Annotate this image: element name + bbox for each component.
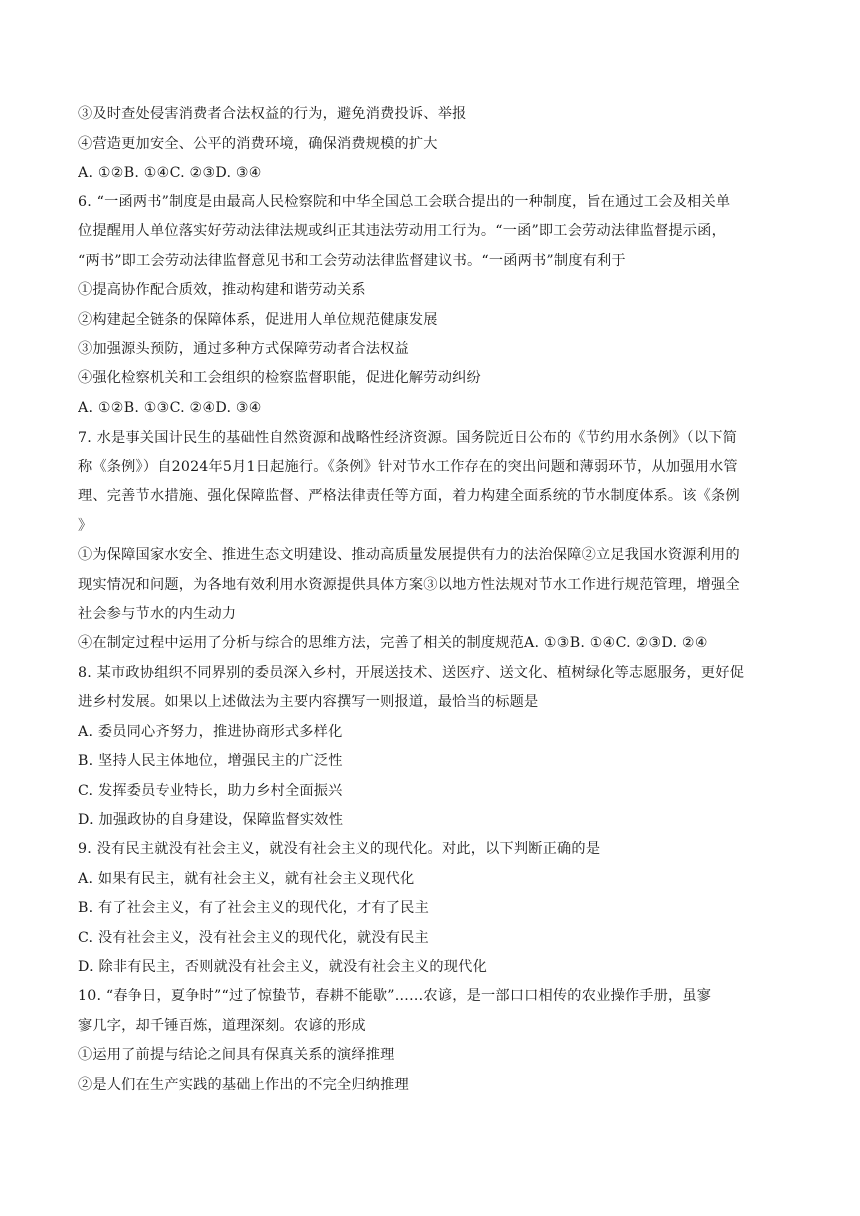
text-line: ①为保障国家水安全、推进生态文明建设、推动高质量发展提供有力的法治保障②立足我国水资源利用的 (78, 547, 740, 563)
text-line: 现实情况和问题，为各地有效利用水资源提供具体方案③以地方性法规对节水工作进行规范管理，增强全 (78, 577, 740, 593)
option-c: C. 发挥委员专业特长，助力乡村全面振兴 (78, 783, 343, 799)
text-line: ③及时查处侵害消费者合法权益的行为，避免消费投诉、举报 (78, 106, 467, 122)
answer-options: A. ①②B. ①③C. ②④D. ③④ (78, 400, 262, 416)
text-line: 称《条例》）自2024年5月1日起施行。《条例》针对节水工作存在的突出问题和薄弱环节，从加强用水管 (78, 459, 738, 475)
text-line: 社会参与节水的内生动力 (78, 606, 237, 622)
text-line: 》 (78, 518, 93, 534)
option-a: A. 如果有民主，就有社会主义，就有社会主义现代化 (78, 871, 415, 887)
text-line: ④营造更加安全、公平的消费环境，确保消费规模的扩大 (78, 136, 438, 152)
question-8: 8. 某市政协组织不同界别的委员深入乡村，开展送技术、送医疗、送文化、植树绿化等志愿服务，更好促 (78, 665, 745, 681)
option-b: B. 有了社会主义，有了社会主义的现代化，才有了民主 (78, 900, 429, 916)
text-line: 理、完善节水措施、强化保障监督、严格法律责任等方面，着力构建全面系统的节水制度体系。该《条例 (78, 488, 740, 504)
question-6: 6. “一函两书”制度是由最高人民检察院和中华全国总工会联合提出的一种制度，旨在通过工会及相关单 (78, 194, 731, 210)
text-line: 进乡村发展。如果以上述做法为主要内容撰写一则报道，最恰当的标题是 (78, 694, 539, 710)
text-line: ④在制定过程中运用了分析与综合的思维方法，完善了相关的制度规范A. ①③B. ①④C. ②③D. ②④ (78, 635, 708, 651)
text-line: 寥几字，却千锤百炼，道理深刻。农谚的形成 (78, 1018, 366, 1034)
text-line: ①提高协作配合质效，推动构建和谐劳动关系 (78, 282, 366, 298)
question-9: 9. 没有民主就没有社会主义，就没有社会主义的现代化。对此，以下判断正确的是 (78, 841, 601, 857)
text-line: “两书”即工会劳动法律监督意见书和工会劳动法律监督建议书。“一函两书”制度有利于 (78, 253, 626, 269)
question-7: 7. 水是事关国计民生的基础性自然资源和战略性经济资源。国务院近日公布的《节约用水条例》（以下简 (78, 430, 737, 446)
option-d: D. 除非有民主，否则就没有社会主义，就没有社会主义的现代化 (78, 959, 487, 975)
text-line: 位提醒用人单位落实好劳动法律法规或纠正其违法劳动用工行为。“一函”即工会劳动法律监督提示函， (78, 223, 726, 239)
text-line: ④强化检察机关和工会组织的检察监督职能，促进化解劳动纠纷 (78, 370, 481, 386)
answer-options: A. ①②B. ①④C. ②③D. ③④ (78, 165, 262, 181)
text-line: ②构建起全链条的保障体系，促进用人单位规范健康发展 (78, 312, 438, 328)
question-10: 10. “春争日，夏争时”“过了惊蛰节，春耕不能歇”……农谚，是一部口口相传的农业操作手册，虽寥 (78, 988, 712, 1004)
text-line: ③加强源头预防，通过多种方式保障劳动者合法权益 (78, 341, 409, 357)
text-line: ②是人们在生产实践的基础上作出的不完全归纳推理 (78, 1077, 409, 1093)
option-b: B. 坚持人民主体地位，增强民主的广泛性 (78, 753, 343, 769)
option-d: D. 加强政协的自身建设，保障监督实效性 (78, 812, 344, 828)
text-line: ①运用了前提与结论之间具有保真关系的演绎推理 (78, 1047, 395, 1063)
option-c: C. 没有社会主义，没有社会主义的现代化，就没有民主 (78, 930, 429, 946)
option-a: A. 委员同心齐努力，推进协商形式多样化 (78, 724, 343, 740)
